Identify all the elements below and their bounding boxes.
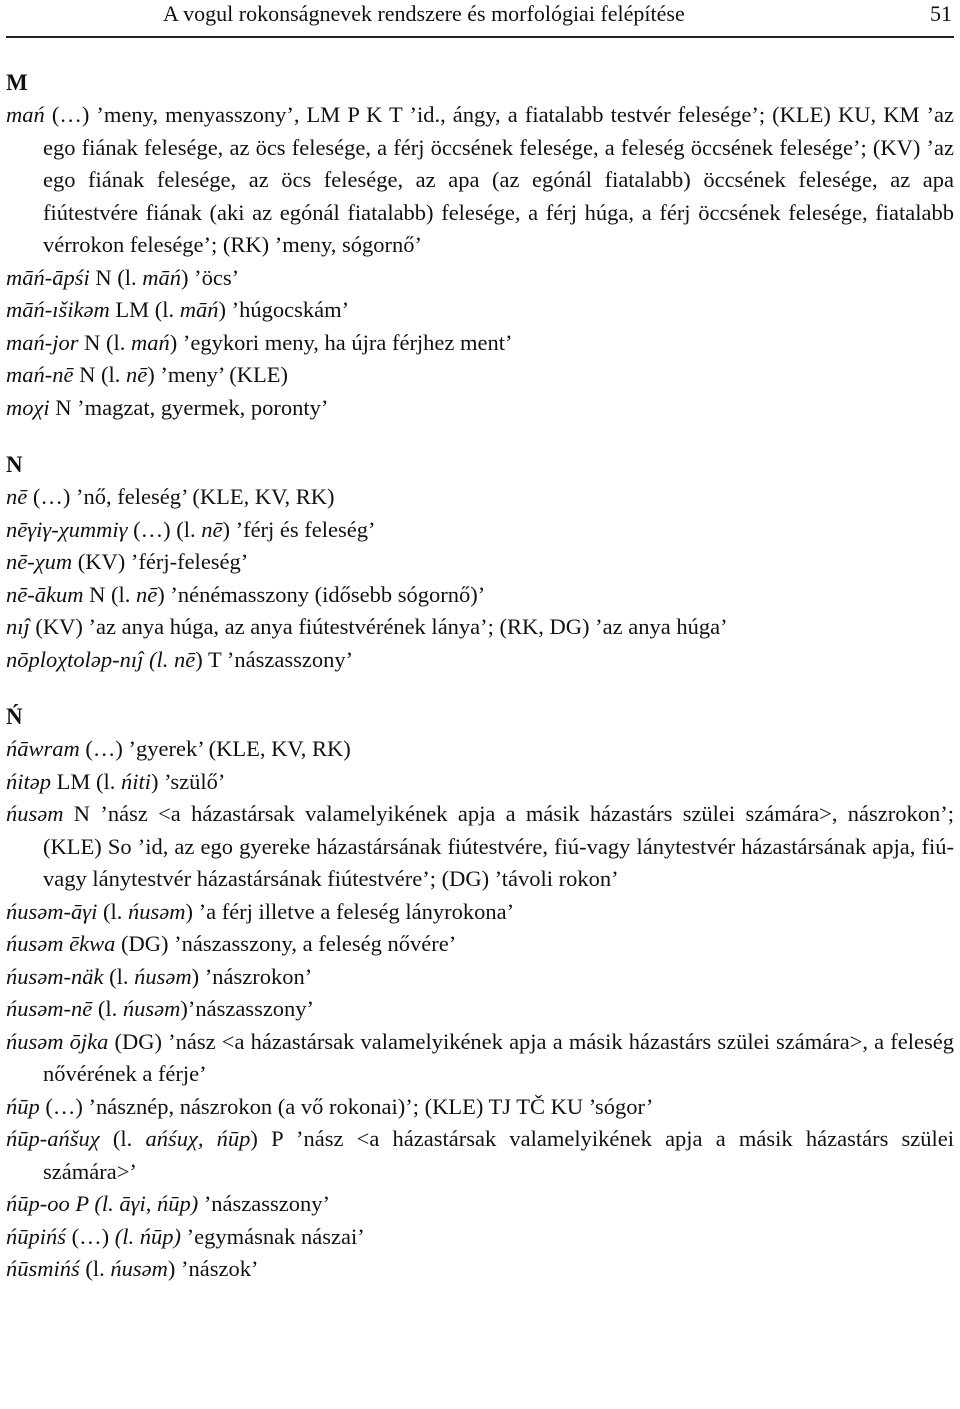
entry-text: ’egymásnak nászai’ [181,1223,365,1249]
entry-text: (…) ’meny, menyasszony’, LM P K T ’id., ángy, a fiatalabb testvér felesége’; (KLE) KU, KM ’az ego fiának felesége, az öcs felesége, a férj öccsének felesége, a feleség öccsének felesége’; (KV) ’az ego fiának felesége, az öcs felesége, az apa (az egónál fiatalabb) öccsének felesége, az apa fiútestvére fiának (aki az egónál fiatalabb) felesége, a férj húga, a férj öccsének felesége, fiatalabb vérrokon felesége’; (RK) ’meny, sógornő’ [43,102,954,257]
entry-text: ) ’húgocskám’ [218,297,350,322]
entry-text: (l. [92,996,123,1021]
dictionary-entry [6,733,954,766]
dictionary-entry [6,514,954,547]
entry-text: ’nászasszony’ [198,1191,331,1216]
entry-text: ) ’nénémasszony (idősebb sógornő)’ [157,581,486,607]
entry-text: (KV) ’az anya húga, az anya fiútestvérének lánya’; (RK, DG) ’az anya húga’ [29,614,728,639]
entry-text: (l. [79,1256,111,1281]
dictionary-entry [6,798,954,896]
entry-text: (DG) ’nász <a házastársak valamelyikének apja a másik házastárs szülei számára>, a feleség nővérének a férje’ [43,1028,954,1086]
dictionary-entry [6,546,954,579]
section-gap [6,676,954,700]
entry-text: (…) (l. [127,516,202,542]
entry-text: ) P ’nász <a házastársak valamelyikének apja a másik házastárs szülei számára>’ [43,1126,955,1184]
dictionary-entry [6,327,954,360]
entry-text: N (l. [78,329,131,355]
entry-text: ) ’szülő’ [151,768,226,794]
entry-headword: ńusəm [134,963,192,989]
entry-headword: ńusəm ōjka [6,1028,109,1054]
entry-text: (…) [66,1223,115,1249]
entry-headword: ńusəm [6,801,64,826]
dictionary-entry [6,1123,954,1188]
section-letter: M [6,70,28,95]
entry-headword: mań [131,329,170,355]
entry-headword: nē-ākum [6,581,84,607]
entry-headword: mań-nē [6,362,74,387]
entry-text: ) ’meny’ (KLE) [147,362,289,387]
header-title: A vogul rokonságnevek rendszere és morfológiai felépítése [163,1,685,26]
entry-text: N ’nász <a házastársak valamelyikének apja a másik házastárs szülei számára>, nászrokon’; (KLE) So ’id, az ego gyereke házastársának fiútestvére, fiú-vagy lánytestvér házastársának apja, fiú-vagy lánytestvér házastársának fiútestvére’; (DG) ’távoli rokon’ [43,801,954,891]
entry-headword: mań [6,102,45,127]
entry-headword: (l. ńūp) [114,1223,182,1249]
dictionary-entry [6,294,954,327]
dictionary-entry [6,359,954,392]
entry-headword: nēγiγ-χummiγ [6,516,128,542]
entry-headword: ńitəp [6,768,51,794]
entry-text: ) ’egykori meny, ha újra férjhez ment’ [169,329,513,355]
entry-headword: ńūp [6,1093,40,1119]
entry-headword: nē [201,516,223,542]
entry-headword: moχi [6,394,50,420]
dictionary-entry [6,644,954,677]
dictionary-entry [6,99,954,262]
entry-headword: ńūp-oo P (l. āγi, ńūp) [6,1191,199,1216]
dictionary-body [6,66,954,1286]
entry-headword: ńiti [121,768,152,794]
entry-headword: ńūpińś [6,1223,67,1249]
dictionary-entry [6,611,954,644]
entry-text: ) ’a férj illetve a feleség lányrokona’ [185,898,515,924]
entry-text: (l. [97,898,128,924]
entry-headword: ńūsmińś [6,1256,80,1281]
entry-text: (…) ’gyerek’ (KLE, KV, RK) [79,736,351,761]
entry-text: ) T ’nászasszony’ [195,646,354,672]
entry-headword: nē-χum [6,549,73,574]
entry-text: ) ’nászok’ [167,1256,259,1281]
entry-headword: ńusəm-nē [6,996,93,1021]
entry-text: ) ’nászrokon’ [191,963,313,989]
entry-headword: ńusəm-näk [6,963,104,989]
entry-text: (DG) ’nászasszony, a feleség nővére’ [115,931,457,956]
section-letter: N [6,452,23,477]
entry-headword: nōploχtoləp-nıĵ (l. nē [6,646,196,672]
dictionary-entry [6,993,954,1026]
dictionary-entry [6,896,954,929]
section-letter: Ń [6,704,23,729]
dictionary-entry [6,961,954,994]
entry-text: N ’magzat, gyermek, poronty’ [49,394,329,420]
entry-headword: ńusəm [110,1256,168,1281]
dictionary-entry [6,579,954,612]
dictionary-entry [6,262,954,295]
dictionary-section [6,448,954,676]
dictionary-entry [6,1091,954,1124]
dictionary-entry [6,1026,954,1091]
entry-headword: māń [179,297,219,322]
page-number: 51 [930,1,952,26]
entry-text: LM (l. [51,768,121,794]
entry-headword: nē [6,484,28,509]
dictionary-entry [6,928,954,961]
entry-headword: ńusəm ēkwa [6,931,116,956]
entry-headword: māń-ıšikəm [6,297,110,322]
entry-text: N (l. [83,581,136,607]
entry-text: N (l. [89,264,143,290]
entry-text: (…) ’nő, feleség’ (KLE, KV, RK) [27,484,335,509]
dictionary-section [6,66,954,424]
entry-headword: mań-jor [6,329,79,355]
dictionary-entry [6,392,954,425]
entry-headword: nē [125,362,148,387]
entry-text: LM (l. [109,297,180,322]
entry-text: N (l. [73,362,126,387]
entry-headword: māń [142,264,181,290]
dictionary-entry [6,766,954,799]
dictionary-entry [6,481,954,514]
entry-text: (KV) ’férj-feleség’ [72,549,249,574]
header-rule [6,36,954,38]
entry-text: ) ’férj és feleség’ [222,516,376,542]
entry-headword: ńūp-ańšuχ [6,1126,100,1151]
entry-headword: nıĵ [6,614,30,639]
entry-headword: ńusəm-āγi [6,898,98,924]
entry-headword: ńusəm [127,898,186,924]
dictionary-entry [6,1221,954,1254]
running-header [0,0,960,36]
entry-headword: ańśuχ, ńūp [145,1126,251,1151]
dictionary-section [6,700,954,1286]
entry-text: (l. [103,963,135,989]
section-gap [6,424,954,448]
dictionary-entry [6,1253,954,1286]
entry-headword: ńusəm [122,996,181,1021]
dictionary-entry [6,1188,954,1221]
entry-text: (l. [99,1126,146,1151]
entry-text: ) ’öcs’ [181,264,240,290]
entry-text: )’nászasszony’ [180,996,315,1021]
entry-headword: ńāwram [6,736,80,761]
entry-headword: nē [135,581,158,607]
entry-text: (…) ’násznép, nászrokon (a vő rokonai)’; (KLE) TJ TČ KU ’sógor’ [39,1093,654,1119]
entry-headword: māń-āpśi [6,264,90,290]
